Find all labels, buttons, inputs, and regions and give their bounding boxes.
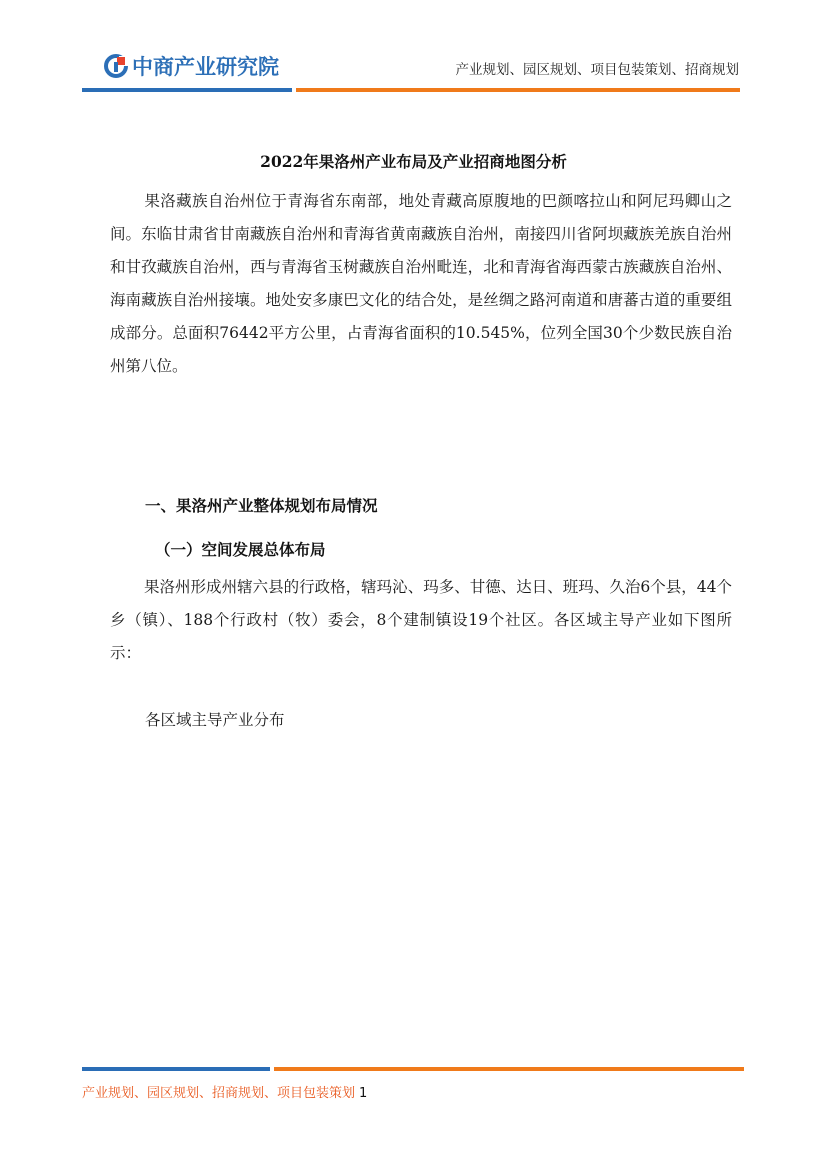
page-number: 1 — [359, 1086, 368, 1101]
footer-divider-blue — [82, 1067, 270, 1071]
logo-text: 中商产业研究院 — [132, 55, 279, 79]
figure-caption: 各区域主导产业分布 — [145, 711, 285, 729]
page-header — [0, 0, 827, 100]
header-divider-blue — [82, 88, 292, 92]
sub-section-heading: （一）空间发展总体布局 — [155, 540, 326, 559]
section-heading: 一、果洛州产业整体规划布局情况 — [145, 496, 378, 515]
logo — [104, 52, 279, 80]
intro-paragraph-text: 果洛藏族自治州位于青海省东南部，地处青藏高原腹地的巴颜喀拉山和阿尼玛卿山之间。东临甘肃省甘南藏族自治州和青海省黄南藏族自治州，南接四川省阿坝藏族羌族自治州和甘孜藏族自治州，西与青海省玉树藏族自治州毗连，北和青海省海西蒙古族藏族自治州、海南藏族自治州接壤。地处安多康巴文化的结合处，是丝绸之路河南道和唐蕃古道的重要组成部分。总面积76442平方公里，占青海省面积的10.545%，位列全国30个少数民族自治州第八位。 — [110, 192, 732, 375]
intro-paragraph — [110, 185, 732, 383]
footer — [82, 1082, 367, 1101]
header-divider-orange — [296, 88, 740, 92]
footer-divider-orange — [274, 1067, 744, 1071]
section-paragraph — [110, 571, 732, 670]
section-paragraph-text: 果洛州形成州辖六县的行政格，辖玛沁、玛多、甘德、达日、班玛、久治6个县，44个乡（镇）、188个行政村（牧）委会，8个建制镇设19个社区。各区域主导产业如下图所示： — [110, 578, 732, 662]
logo-icon — [104, 54, 128, 78]
footer-tagline: 产业规划、园区规划、招商规划、项目包装策划 — [82, 1086, 356, 1101]
header-tagline: 产业规划、园区规划、项目包装策划、招商规划 — [455, 62, 739, 78]
document-title: 2022年果洛州产业布局及产业招商地图分析 — [260, 152, 567, 171]
